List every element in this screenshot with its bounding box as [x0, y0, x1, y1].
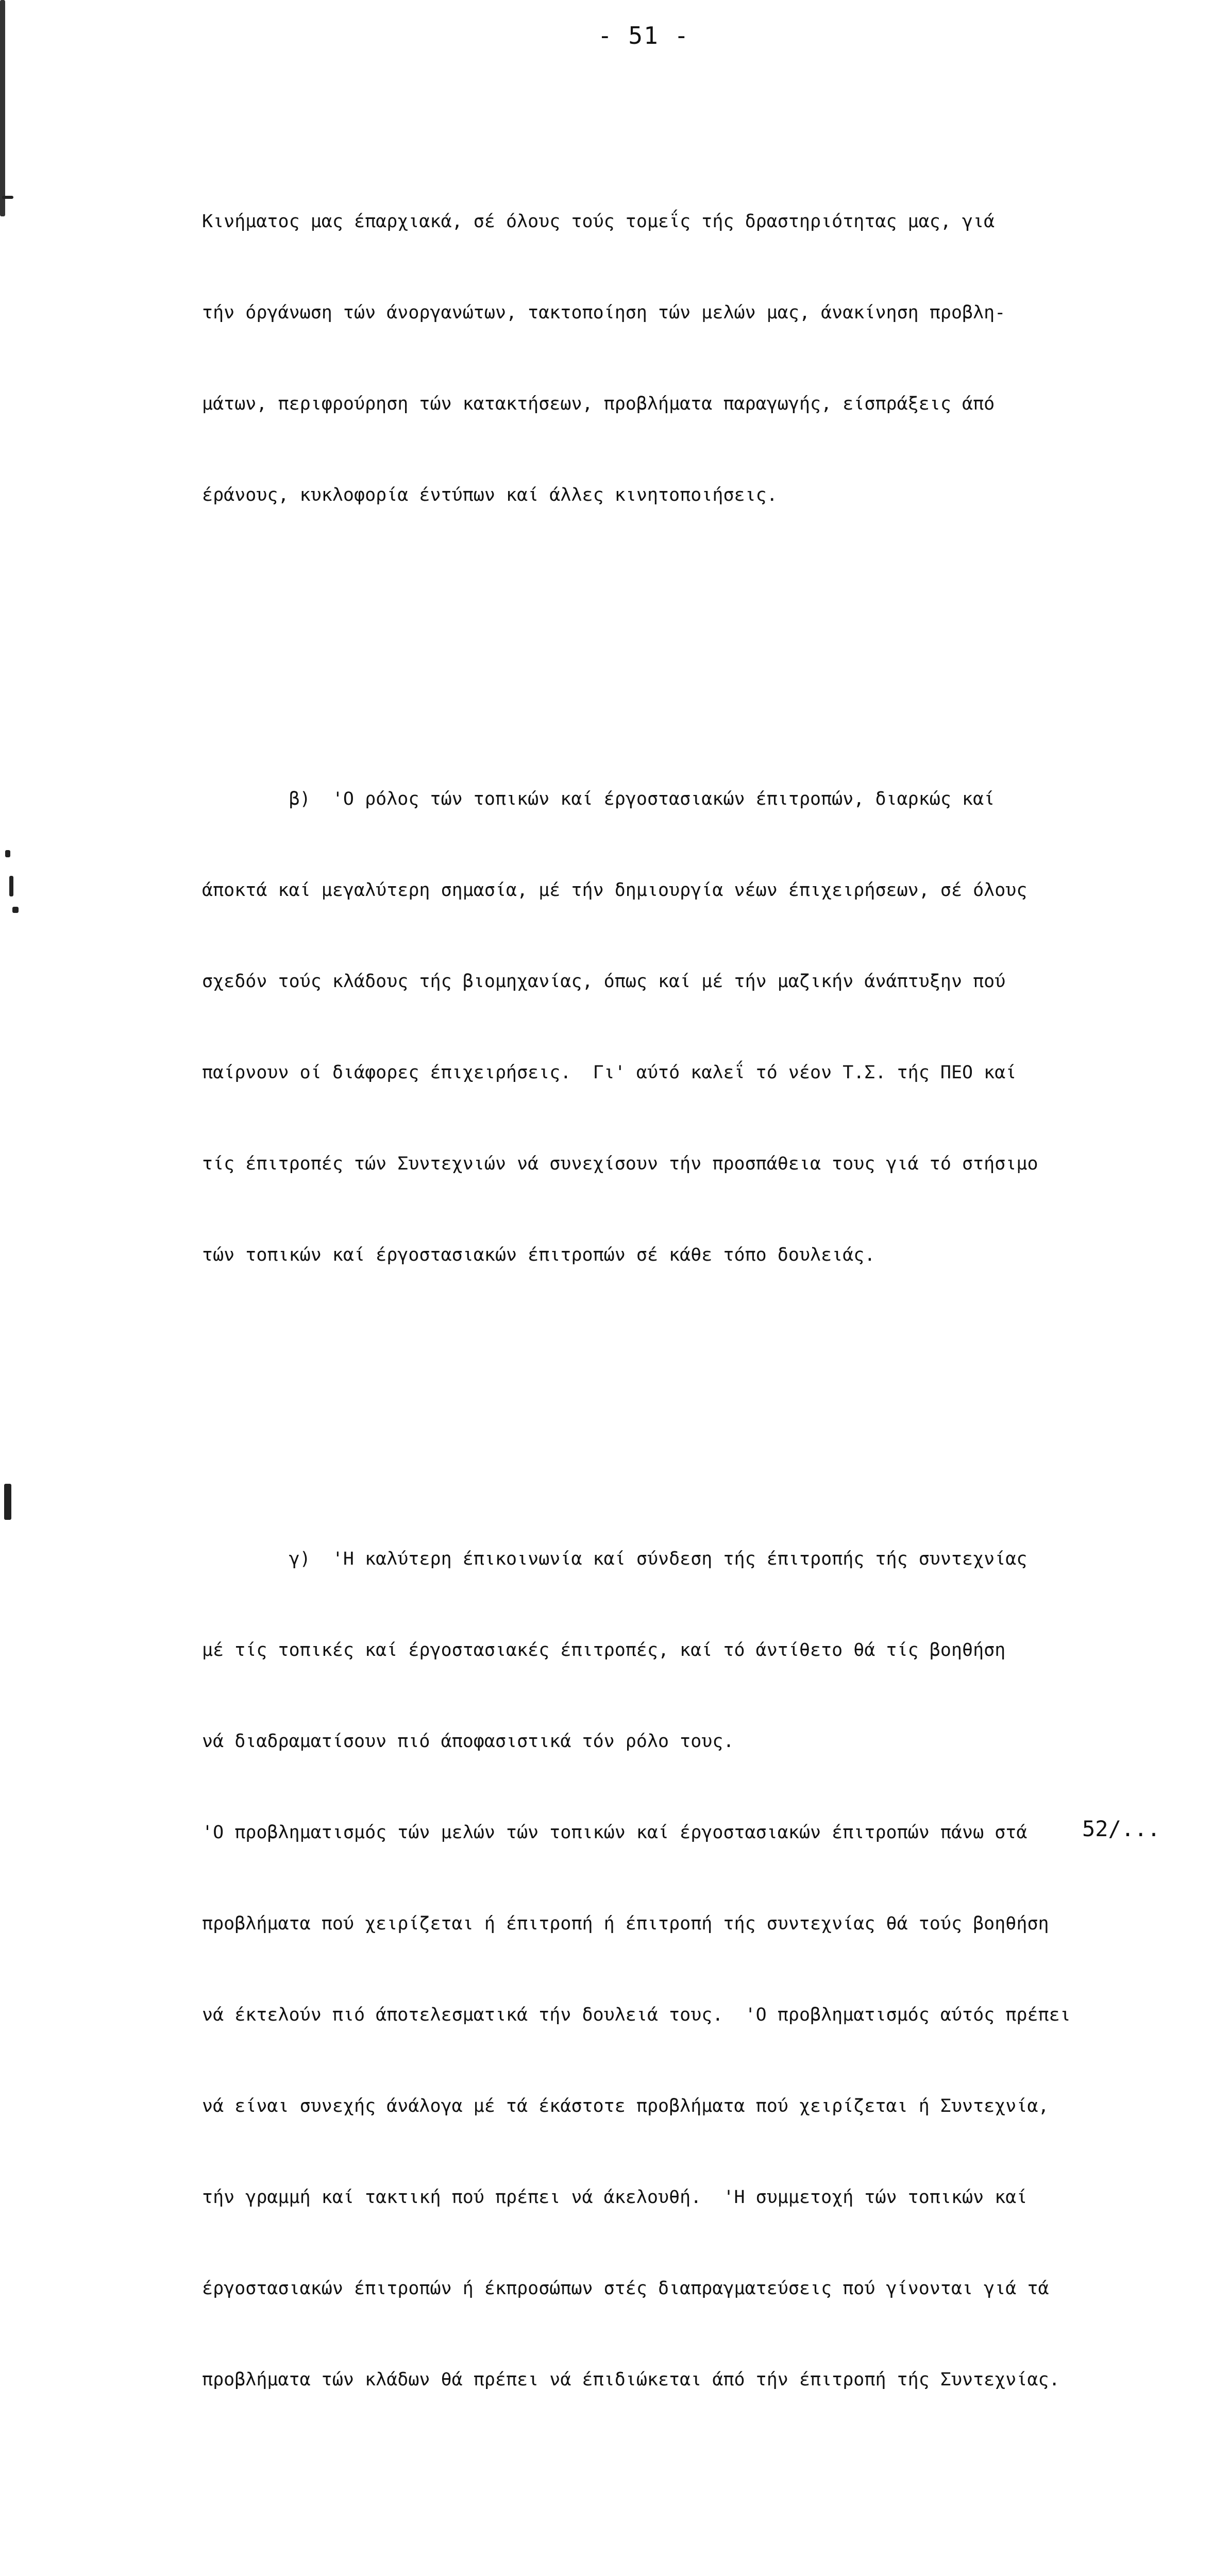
text-line: σχεδόν τούς κλάδους τής βιομηχανίας, όπως καί μέ τήν μαζικήν άνάπτυξην πού: [202, 971, 1006, 992]
text-line: έργοστασιακών έπιτροπών ή έκπροσώπων στές διαπραγματεύσεις πού γίνονται γιά τά: [202, 2278, 1049, 2299]
text-line: τήν όργάνωση τών άνοργανώτων, τακτοποίηση τών μελών μας, άνακίνηση προβλη-: [202, 302, 1006, 323]
margin-mark: [12, 907, 19, 913]
text-line: νά έκτελούν πιό άποτελεσματικά τήν δουλειά τους. 'Ο προβληματισμός αύτός πρέπει: [202, 2005, 1071, 2025]
text-line: παίρνουν οί διάφορες έπιχειρήσεις. Γι' αύτό καλεΐ τό νέον Τ.Σ. τής ΠΕΟ καί: [202, 1062, 1017, 1083]
text-line: γ) 'Η καλύτερη έπικοινωνία καί σύνδεση τής έπιτροπής τής συντεχνίας: [202, 1549, 1027, 1569]
text-line: προβλήματα τών κλάδων θά πρέπει νά έπιδιώκεται άπό τήν έπιτροπή τής Συντεχνίας.: [202, 2369, 1060, 2390]
text-line: νά διαδραματίσουν πιό άποφασιστικά τόν ρόλο τους.: [202, 1731, 734, 1752]
next-page-marker: 52/...: [1082, 1816, 1160, 1841]
paragraph-c: [202, 1483, 1222, 2456]
text-line: τήν γραμμή καί τακτική πού πρέπει νά άκελουθή. 'Η συμμετοχή τών τοπικών καί: [202, 2187, 1027, 2208]
text-line: β) 'Ο ρόλος τών τοπικών καί έργοστασιακών έπιτροπών, διαρκώς καί: [202, 789, 995, 809]
text-line: άποκτά καί μεγαλύτερη σημασία, μέ τήν δημιουργία νέων έπιχειρήσεων, σέ όλους: [202, 880, 1027, 901]
margin-mark: [4, 1484, 11, 1520]
text-line: τίς έπιτροπές τών Συντεχνιών νά συνεχίσουν τήν προσπάθεια τους γιά τό στήσιμο: [202, 1154, 1038, 1174]
text-line: προβλήματα πού χειρίζεται ή έπιτροπή ή έπιτροπή τής συντεχνίας θά τούς βοηθήση: [202, 1913, 1049, 1934]
margin-mark: [2, 196, 13, 199]
paragraph-intro-continuation: [202, 146, 1222, 571]
page-number: - 51 -: [598, 22, 690, 49]
margin-mark: [5, 850, 10, 857]
paragraph-b: [202, 723, 1222, 1331]
text-line: Κινήματος μας έπαρχιακά, σέ όλους τούς τομεΐς τής δραστηριότητας μας, γιά: [202, 211, 995, 232]
text-line: μέ τίς τοπικές καί έργοστασιακές έπιτροπές, καί τό άντίθετο θά τίς βοηθήση: [202, 1640, 1006, 1660]
text-line: τών τοπικών καί έργοστασιακών έπιτροπών σέ κάθε τόπο δουλειάς.: [202, 1245, 875, 1265]
text-line: μάτων, περιφρούρηση τών κατακτήσεων, προβλήματα παραγωγής, είσπράξεις άπό: [202, 394, 995, 414]
margin-mark: [9, 876, 13, 896]
text-line: έράνους, κυκλοφορία έντύπων καί άλλες κινητοποιήσεις.: [202, 485, 778, 505]
margin-mark: [0, 0, 5, 216]
document-body: [202, 85, 1222, 2576]
text-line: 'Ο προβληματισμός τών μελών τών τοπικών καί έργοστασιακών έπιτροπών πάνω στά: [202, 1822, 1027, 1843]
text-line: νά είναι συνεχής άνάλογα μέ τά έκάστοτε προβλήματα πού χειρίζεται ή Συντεχνία,: [202, 2096, 1049, 2116]
